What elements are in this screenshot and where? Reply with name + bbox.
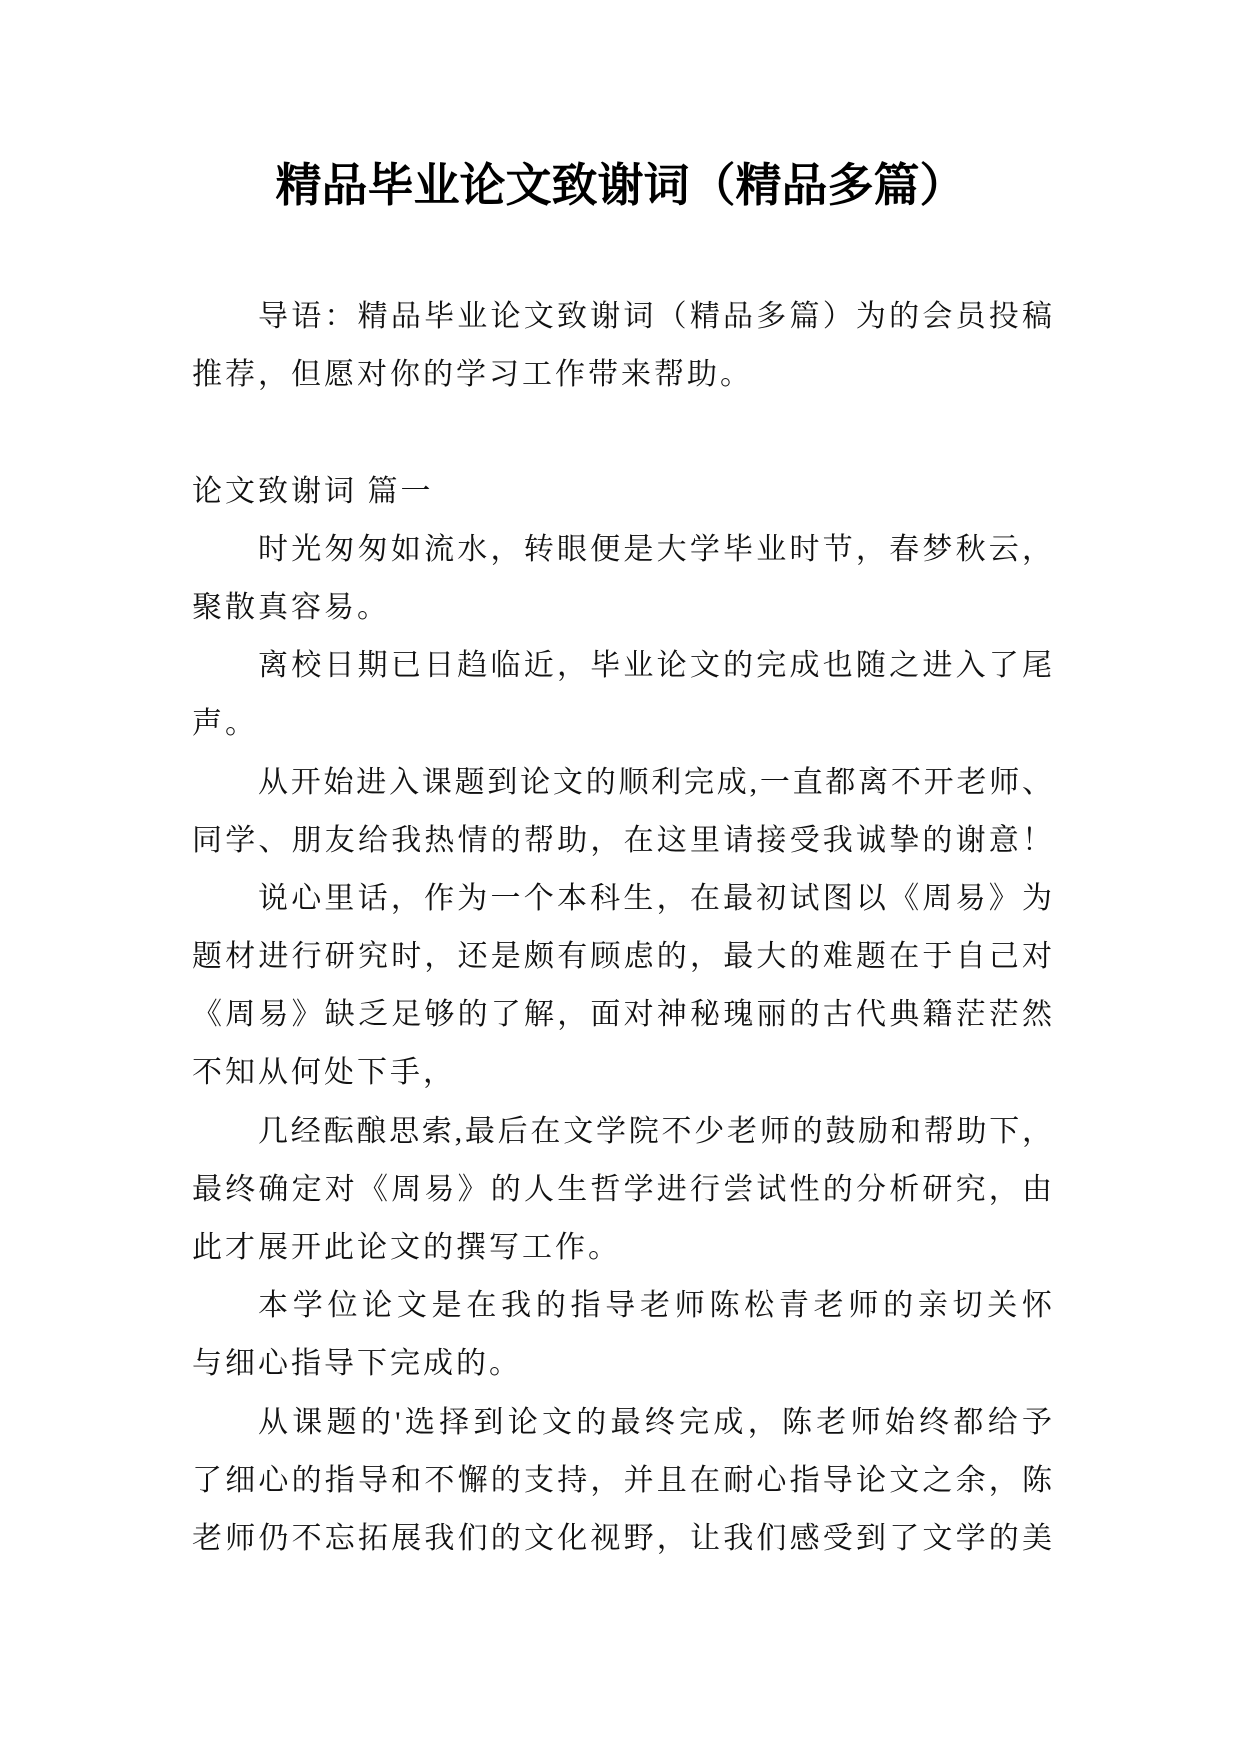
paragraph-line: 从课题的'选择到论文的最终完成，陈老师始终都给予 [258,1405,1052,1439]
paragraph [192,1394,1052,1569]
paragraph-line: 声。 [192,707,258,741]
paragraph-line: 不知从何处下手， [192,1056,456,1090]
paragraph [192,1103,1052,1278]
paragraph-line: 此才展开此论文的撰写工作。 [192,1231,621,1264]
paragraph [192,637,1052,753]
paragraph-line: 题材进行研究时，还是颇有顾虑的，最大的难题在于自己对 [192,940,1052,974]
paragraph-line: 说心里话，作为一个本科生，在最初试图以《周易》为 [258,881,1052,915]
paragraph [192,754,1052,870]
paragraph-line: 与细心指导下完成的。 [192,1347,522,1381]
paragraph-line: 时光匆匆如流水，转眼便是大学毕业时节，春梦秋云， [258,532,1052,566]
intro-paragraph [192,288,1052,404]
paragraph [192,870,1052,1103]
paragraph-line: 老师仍不忘拓展我们的文化视野，让我们感受到了文学的美 [192,1521,1052,1555]
paragraph-line: 最终确定对《周易》的人生哲学进行尝试性的分析研究，由 [192,1172,1052,1206]
paragraph-line: 推荐，但愿对你的学习工作带来帮助。 [192,358,753,392]
paragraph-line: 《周易》缺乏足够的了解，面对神秘瑰丽的古代典籍茫茫然 [192,998,1052,1032]
section-heading: 论文致谢词 篇一 [192,474,434,508]
paragraph-line: 本学位论文是在我的指导老师陈松青老师的亲切关怀 [258,1289,1052,1323]
paragraph-line: 聚散真容易。 [192,590,390,624]
paragraph-line: 导语：精品毕业论文致谢词（精品多篇）为的会员投稿 [258,300,1052,333]
paragraph-line: 从开始进入课题到论文的顺利完成,一直都离不开老师、 [258,765,1052,799]
paragraph-line: 了细心的指导和不懈的支持，并且在耐心指导论文之余，陈 [192,1463,1052,1497]
document-title: 精品毕业论文致谢词（精品多篇） [275,158,966,212]
paragraph-line: 同学、朋友给我热情的帮助，在这里请接受我诚挚的谢意！ [192,823,1052,857]
paragraph [192,1277,1052,1393]
paragraph [192,521,1052,637]
blank-line [192,404,1052,462]
document-body [192,288,1052,1568]
paragraph-line: 离校日期已日趋临近，毕业论文的完成也随之进入了尾 [258,649,1052,683]
paragraph-line: 几经酝酿思索,最后在文学院不少老师的鼓励和帮助下， [258,1114,1052,1148]
